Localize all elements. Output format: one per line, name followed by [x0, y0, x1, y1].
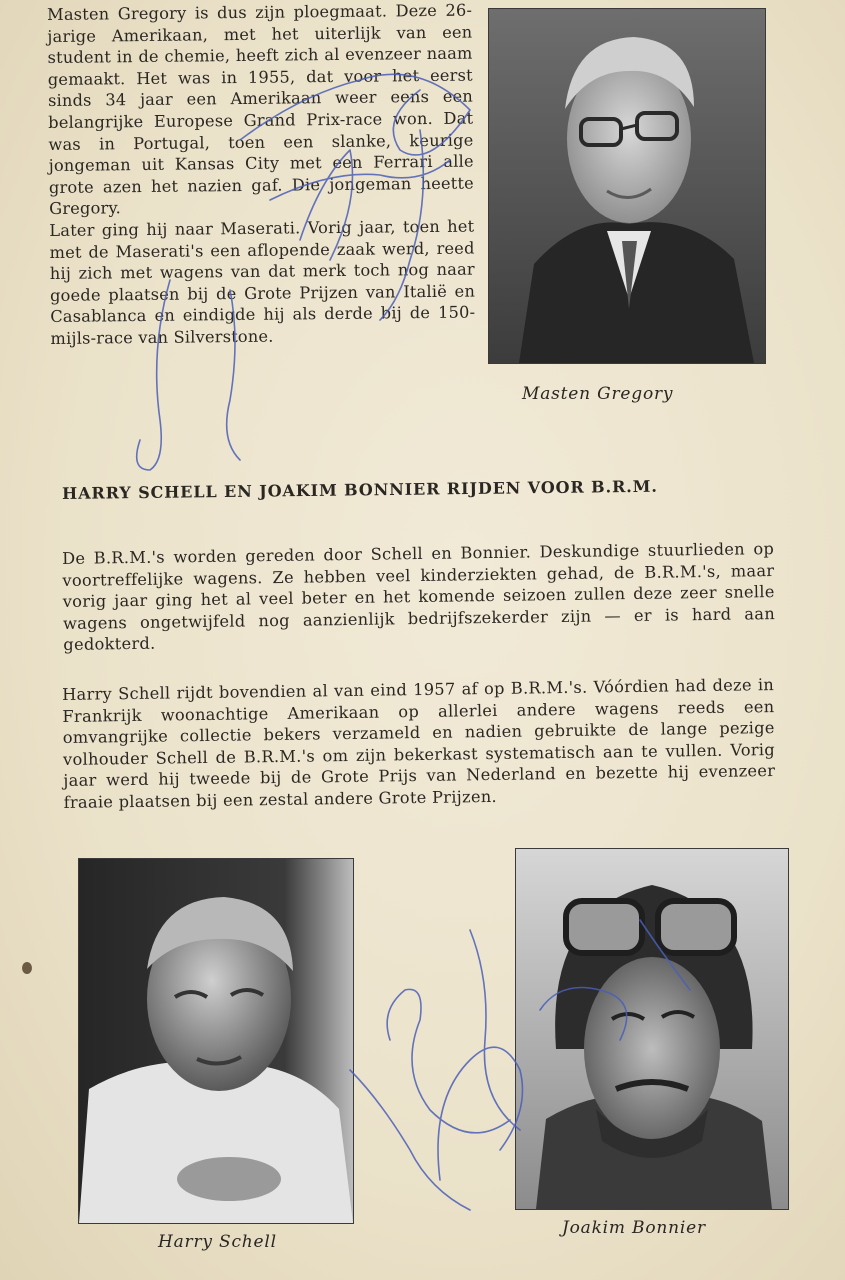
harry-schell-photo	[78, 858, 354, 1224]
masten-gregory-photo	[488, 8, 766, 364]
gregory-paragraph-2: Later ging hij naar Maserati. Vorig jaar, toen het met de Maserati's een aflopende zaak werd, reed hij zich met wagens van dat merk toch nog naar goede plaatsen bij de Grote Prijzen van Italië en Casablanca en eindigde hij als derde bij de 150-mijls-race van Silverstone.	[49, 216, 476, 348]
gregory-article	[47, 0, 476, 349]
brm-paragraph-2: Harry Schell rijdt bovendien al van eind 1957 af op B.R.M.'s. Vóórdien had deze in Frankrijk woonachtige Amerikaan op allerlei andere wagens reeds een omvangrijke collectie bekers verzameld en nadien gebruikte de lange pezige volhouder Schell de B.R.M.'s om zijn bekerkast systematisch aan te vullen. Vorig jaar werd hij tweede bij de Grote Prijs van Nederland en bezette hij evenzeer fraaie plaatsen bij een zestal andere Grote Prijzen.	[62, 675, 776, 812]
gregory-paragraph-1: Masten Gregory is dus zijn ploegmaat. Deze 26-jarige Amerikaan, met het uiterlijk van een student in de chemie, heeft zich al evenzeer naam gemaakt. Het was in 1955, dat voor het eerst sinds 34 jaar een Amerikaan weer eens een belangrijke Europese Grand Prix-race won. Dat was in Portugal, toen een slanke, keurige jongeman uit Kansas City met een Ferrari alle grote azen het nazien gaf. Die jongeman heette Gregory.	[47, 0, 474, 219]
section-heading: HARRY SCHELL EN JOAKIM BONNIER RIJDEN VOOR B.R.M.	[62, 476, 658, 503]
punch-hole-mark	[22, 962, 32, 974]
bonnier-caption: Joakim Bonnier	[562, 1218, 706, 1238]
joakim-bonnier-photo	[515, 848, 789, 1210]
schell-caption: Harry Schell	[158, 1232, 277, 1252]
gregory-caption: Masten Gregory	[522, 384, 674, 404]
brm-paragraph-1: De B.R.M.'s worden gereden door Schell en Bonnier. Deskundige stuurlieden op voortreffelijke wagens. Ze hebben veel kinderziekten gehad, de B.R.M.'s, maar vorig jaar ging het al veel beter en het komende seizoen zullen deze zeer snelle wagens ongetwijfeld nog aanzienlijk bedrijfszekerder zijn — er is hard aan gedokterd.	[62, 539, 776, 655]
